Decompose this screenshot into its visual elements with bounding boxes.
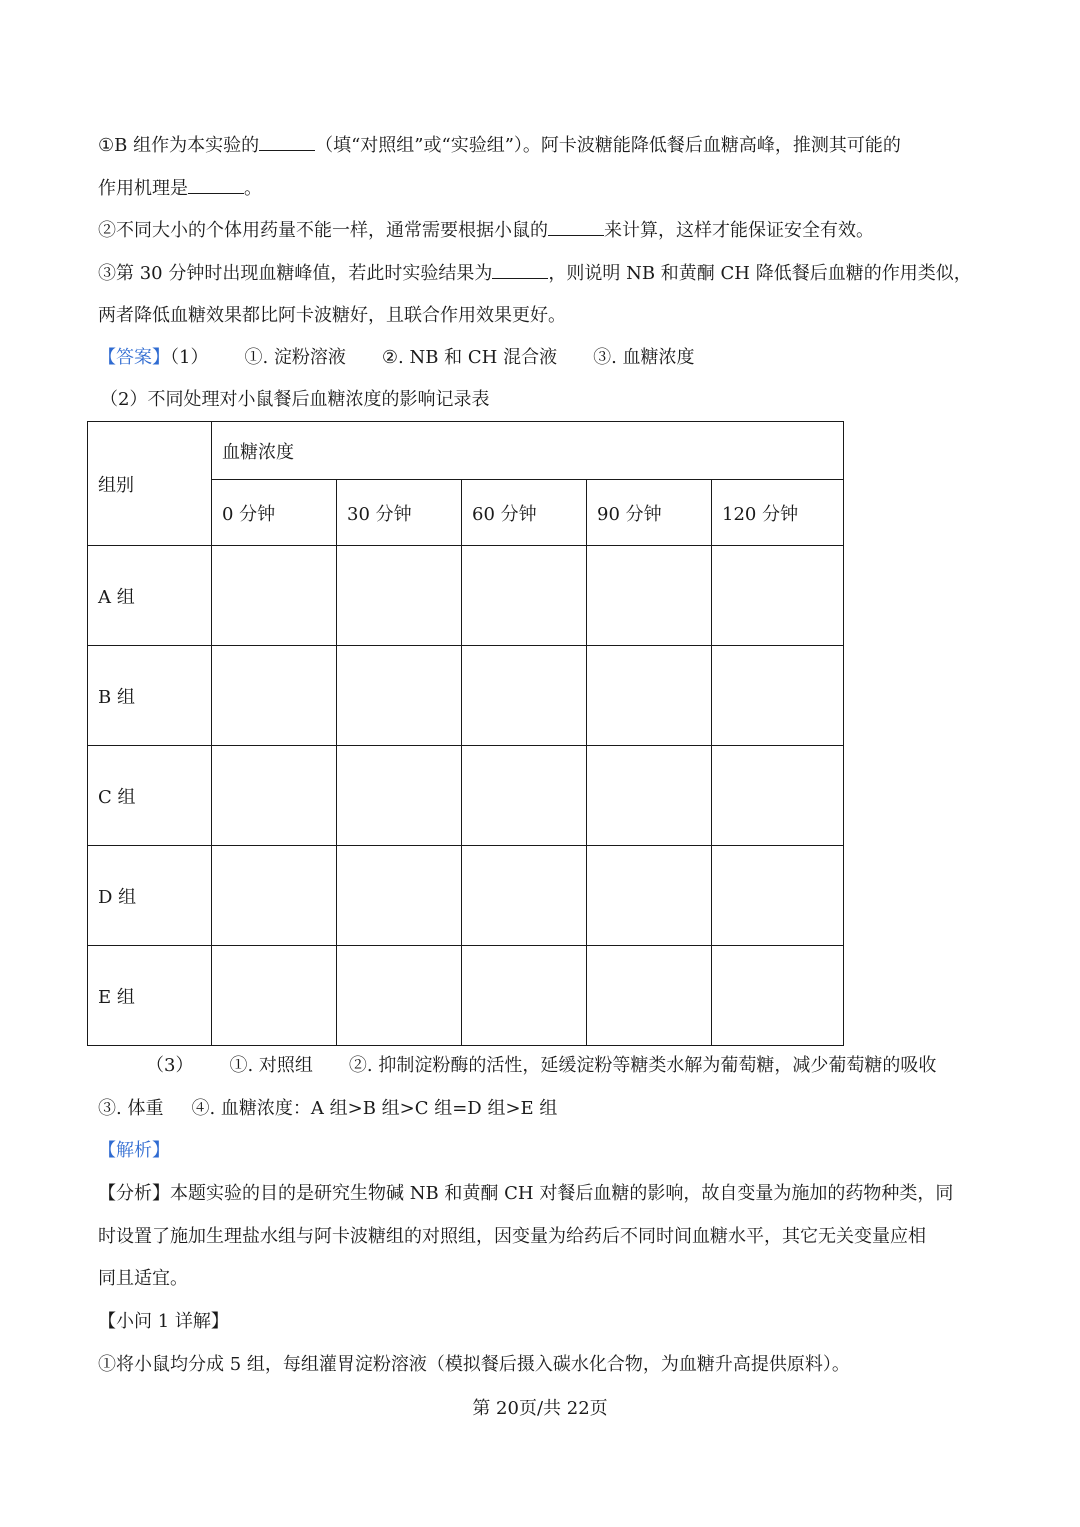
table-cell (587, 846, 712, 946)
answer-part3-d: ④. 血糖浓度：A 组>B 组>C 组=D 组>E 组 (191, 1098, 558, 1119)
q3-prefix: ②不同大小的个体用药量不能一样，通常需要根据小鼠的 (98, 220, 548, 241)
question-line-3 (98, 217, 874, 244)
question-line-2 (98, 175, 262, 202)
table-cell (712, 646, 844, 746)
table-cell (462, 646, 587, 746)
answer-part3-a: ①. 对照组 (229, 1055, 313, 1076)
table-cell (587, 646, 712, 746)
time-header: 120 分钟 (712, 480, 844, 546)
table-cell (337, 746, 462, 846)
sub-question-title: 【小问 1 详解】 (98, 1311, 229, 1332)
time-header: 60 分钟 (462, 480, 587, 546)
time-header: 90 分钟 (587, 480, 712, 546)
table-cell (587, 546, 712, 646)
group-label: E 组 (88, 946, 212, 1046)
table-cell (462, 946, 587, 1046)
table-cell (212, 746, 337, 846)
group-label: C 组 (88, 746, 212, 846)
answer-part3-label: （3） (146, 1055, 194, 1076)
table-cell (462, 746, 587, 846)
q2-prefix: 作用机理是 (98, 178, 188, 199)
q3-suffix: 来计算，这样才能保证安全有效。 (604, 220, 874, 241)
analysis-tag: 【解析】 (98, 1140, 170, 1161)
table-cell (212, 646, 337, 746)
record-table (87, 421, 844, 1046)
table-cell (587, 946, 712, 1046)
answer-part1-label: （1） (170, 347, 209, 368)
table-row (88, 546, 844, 646)
table-row (88, 646, 844, 746)
answer-part3-line-1 (146, 1053, 936, 1079)
analysis-paragraph-1: 【分析】本题实验的目的是研究生物碱 NB 和黄酮 CH 对餐后血糖的影响，故自变量为施加的药物种类，同 (98, 1183, 954, 1204)
answer-part1-c: ③. 血糖浓度 (593, 347, 695, 368)
group-label: B 组 (88, 646, 212, 746)
table-cell (212, 946, 337, 1046)
table-cell (462, 546, 587, 646)
answer-tag: 【答案】 (98, 347, 170, 368)
table-row (88, 946, 844, 1046)
time-header: 30 分钟 (337, 480, 462, 546)
concentration-header: 血糖浓度 (212, 422, 844, 480)
answer-line-1 (98, 345, 695, 371)
table-cell (337, 546, 462, 646)
analysis-paragraph-3: 同且适宜。 (98, 1268, 188, 1289)
table-cell (337, 946, 462, 1046)
q1-prefix: ①B 组作为本实验的 (98, 135, 260, 156)
answer-part3-line-2 (98, 1096, 557, 1122)
table-cell (337, 846, 462, 946)
table-cell (712, 546, 844, 646)
table-row (88, 746, 844, 846)
answer-blank (492, 260, 548, 279)
table-cell (337, 646, 462, 746)
time-header: 0 分钟 (212, 480, 337, 546)
q1-suffix: （填“对照组”或“实验组”）。阿卡波糖能降低餐后血糖高峰，推测其可能的 (315, 135, 901, 156)
table-cell (212, 846, 337, 946)
answer-blank (259, 132, 315, 151)
question-line-1 (98, 132, 901, 159)
group-label: A 组 (88, 546, 212, 646)
q2-suffix: 。 (244, 178, 262, 199)
table-cell (587, 746, 712, 846)
question-line-5: 两者降低血糖效果都比阿卡波糖好，且联合作用效果更好。 (98, 305, 566, 326)
q4-prefix: ③第 30 分钟时出现血糖峰值，若此时实验结果为 (98, 263, 493, 284)
page-footer: 第 20页/共 22页 (472, 1398, 608, 1419)
table-cell (212, 546, 337, 646)
analysis-paragraph-4: ①将小鼠均分成 5 组，每组灌胃淀粉溶液（模拟餐后摄入碳水化合物，为血糖升高提供原料）。 (98, 1354, 850, 1375)
answer-blank (548, 217, 604, 236)
table-cell (712, 846, 844, 946)
answer-part1-b: ②. NB 和 CH 混合液 (381, 347, 558, 368)
question-line-4 (98, 260, 972, 287)
analysis-paragraph-2: 时设置了施加生理盐水组与阿卡波糖组的对照组，因变量为给药后不同时间血糖水平，其它无关变量应相 (98, 1226, 926, 1247)
answer-blank (188, 175, 244, 194)
table-cell (712, 946, 844, 1046)
answer-part3-b: ②. 抑制淀粉酶的活性，延缓淀粉等糖类水解为葡萄糖，减少葡萄糖的吸收 (348, 1055, 937, 1076)
table-cell (462, 846, 587, 946)
answer-part1-a: ①. 淀粉溶液 (244, 347, 346, 368)
group-label: D 组 (88, 846, 212, 946)
group-header: 组别 (88, 422, 212, 546)
answer-part3-c: ③. 体重 (98, 1098, 164, 1119)
table-title: （2）不同处理对小鼠餐后血糖浓度的影响记录表 (100, 389, 490, 410)
table-row (88, 846, 844, 946)
table-cell (712, 746, 844, 846)
q4-suffix: ，则说明 NB 和黄酮 CH 降低餐后血糖的作用类似， (548, 263, 972, 284)
